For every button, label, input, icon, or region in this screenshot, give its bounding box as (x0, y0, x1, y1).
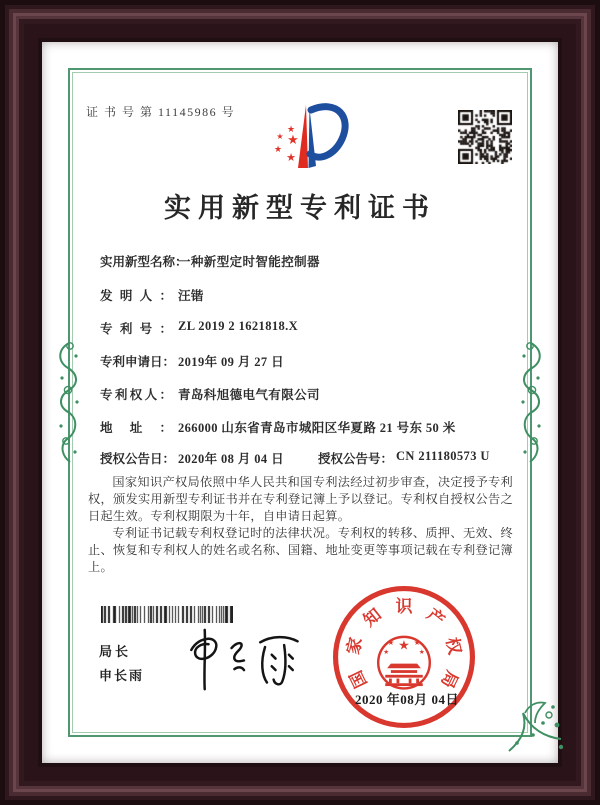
director-name: 申长雨 (99, 668, 145, 683)
field-value: 一种新型定时智能控制器 (178, 255, 320, 269)
svg-text:产: 产 (423, 604, 449, 631)
field-value: 2019年 09 月 27 日 (178, 355, 285, 369)
svg-text:国: 国 (346, 667, 371, 691)
svg-text:★: ★ (398, 637, 410, 653)
cnipa-logo-icon (258, 99, 354, 175)
svg-text:★: ★ (418, 649, 425, 657)
corner-ornament-icon (505, 693, 567, 755)
official-red-seal-icon (329, 582, 479, 732)
director-signature-icon (176, 624, 310, 696)
scroll-ornament-icon (51, 340, 87, 466)
svg-text:★: ★ (287, 132, 299, 147)
field-row-inventor (100, 286, 520, 304)
field-label: 专利申请日： (100, 355, 176, 369)
field-label: 授权公告日： (100, 452, 176, 466)
svg-text:★: ★ (286, 124, 296, 134)
field-label: 专利号： (100, 322, 172, 336)
legal-paragraph: 国家知识产权局依照中华人民共和国专利法经过初步审查，决定授予专利权，颁发实用新型专利证书并在专利登记簿上予以登记。专利权自授权公告之日起生效。专利权期限为十年，自申请日起算。 (88, 475, 513, 523)
svg-text:★: ★ (276, 132, 284, 141)
qr-code-icon (458, 110, 512, 164)
svg-text:局: 局 (437, 667, 462, 691)
field-row-filing-date (100, 352, 520, 370)
field-label: 地址： (100, 421, 172, 435)
field-row-address (100, 418, 520, 436)
field-value: 汪锴 (178, 289, 204, 303)
svg-text:★: ★ (413, 637, 421, 647)
field-value: ZL 2019 2 1621818.X (178, 319, 299, 333)
svg-text:知: 知 (359, 604, 385, 631)
certificate-title: 实用新型专利证书 (164, 193, 436, 223)
field-label: 授权公告号： (318, 452, 394, 466)
svg-text:家: 家 (343, 635, 366, 657)
field-label: 发明人： (100, 289, 172, 303)
field-row-grant (100, 449, 520, 467)
svg-text:权: 权 (442, 635, 465, 657)
field-row-name (100, 252, 520, 270)
svg-text:★: ★ (286, 152, 296, 164)
svg-text:识: 识 (395, 596, 413, 616)
field-value: 青岛科旭德电气有限公司 (178, 388, 320, 402)
national-emblem (378, 637, 430, 689)
svg-text:★: ★ (273, 144, 283, 154)
barcode-icon (101, 606, 233, 623)
field-row-patent-no (100, 319, 520, 337)
seal-date: 2020 年08月 04日 (354, 692, 459, 707)
field-row-patentee (100, 385, 520, 403)
svg-text:★: ★ (387, 637, 395, 647)
certificate-number: 证 书 号 第 11145986 号 (86, 105, 236, 119)
field-value: 2020年 08 月 04 日 (178, 452, 285, 466)
field-value: 266000 山东省青岛市城阳区华夏路 21 号东 50 米 (178, 421, 456, 435)
grant-number-pair (318, 449, 490, 467)
legal-text-block (88, 474, 513, 576)
svg-text:★: ★ (383, 649, 390, 657)
legal-paragraph: 专利证书记载专利权登记时的法律状况。专利权的转移、质押、无效、终止、恢复和专利权人的姓名或名称、国籍、地址变更等事项记载在专利登记簿上。 (88, 526, 513, 574)
field-value: CN 211180573 U (396, 449, 490, 463)
field-label: 实用新型名称： (100, 255, 188, 269)
field-label: 专利权人： (100, 388, 172, 402)
director-post-label: 局长 (99, 644, 132, 659)
